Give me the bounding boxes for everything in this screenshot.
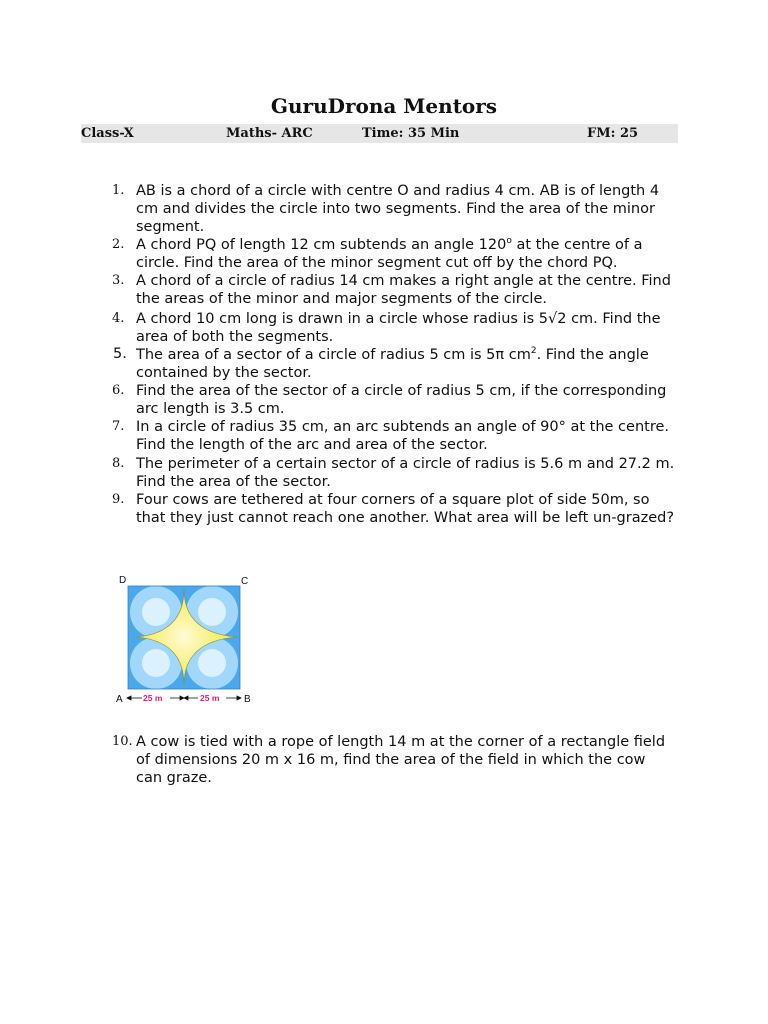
dimension-left-label: 25 m <box>143 693 163 703</box>
dimension-right-label: 25 m <box>200 693 220 703</box>
question-number: 1. <box>112 183 125 198</box>
question-text: The area of a sector of a circle of radius 5 cm is 5π $cm^2$. Find the angle contained by the sector. <box>136 346 649 381</box>
square-plot-figure <box>112 572 258 708</box>
question-text: In a circle of radius 35 cm, an arc subtends an angle of 90° at the centre. Find the length of the arc and area of the sector. <box>136 419 669 453</box>
corner-d-label: D <box>119 575 127 586</box>
question-number: 9. <box>112 492 125 507</box>
question-text: A chord 10 cm long is drawn in a circle whose radius is 5√2 cm. Find the area of both the segments. <box>136 311 661 345</box>
question-number: 2. <box>112 237 125 252</box>
question-text: A chord of a circle of radius 14 cm makes a right angle at the centre. Find the areas of the minor and major segments of the circle. <box>136 273 671 307</box>
full-marks-label: FM: 25 <box>587 126 639 141</box>
question-number: 10. <box>112 734 133 749</box>
corner-a-label: A <box>116 694 123 705</box>
question-number: 4. <box>112 311 125 326</box>
question-number: 8. <box>112 456 125 471</box>
question-number: 3. <box>112 273 125 288</box>
question-text: The perimeter of a certain sector of a circle of radius is 5.6 m and 27.2 m. Find the area of the sector. <box>136 456 675 490</box>
square-plot-diagram <box>112 572 258 708</box>
question-text: A chord PQ of length 12 cm subtends an angle 120$^o$ at the centre of a circle. Find the area of the minor segment cut off by the chord PQ. <box>136 236 643 271</box>
question-number: 6. <box>112 383 125 398</box>
corner-c-label: C <box>241 576 249 587</box>
page-title: GuruDrona Mentors <box>270 94 498 118</box>
question-text: AB is a chord of a circle with centre O and radius 4 cm. AB is of length 4 cm and divides the circle into two segments. Find the area of the minor segment. <box>136 183 660 235</box>
time-label: Time: 35 Min <box>362 126 460 141</box>
question-text: Find the area of the sector of a circle of radius 5 cm, if the corresponding arc length is 3.5 cm. <box>136 383 667 417</box>
header-bar <box>81 124 678 143</box>
subject-label: Maths- ARC <box>226 126 313 141</box>
class-label: Class-X <box>81 126 134 141</box>
corner-b-label: B <box>244 694 251 705</box>
question-number: 5. <box>113 346 127 362</box>
question-text: Four cows are tethered at four corners of a square plot of side 50m, so that they just cannot reach one another. What area will be left un-grazed? <box>136 492 675 526</box>
question-text: A cow is tied with a rope of length 14 m at the corner of a rectangle field of dimensions 20 m x 16 m, find the area of the field in which the cow can graze. <box>136 734 666 786</box>
question-number: 7. <box>112 419 125 434</box>
